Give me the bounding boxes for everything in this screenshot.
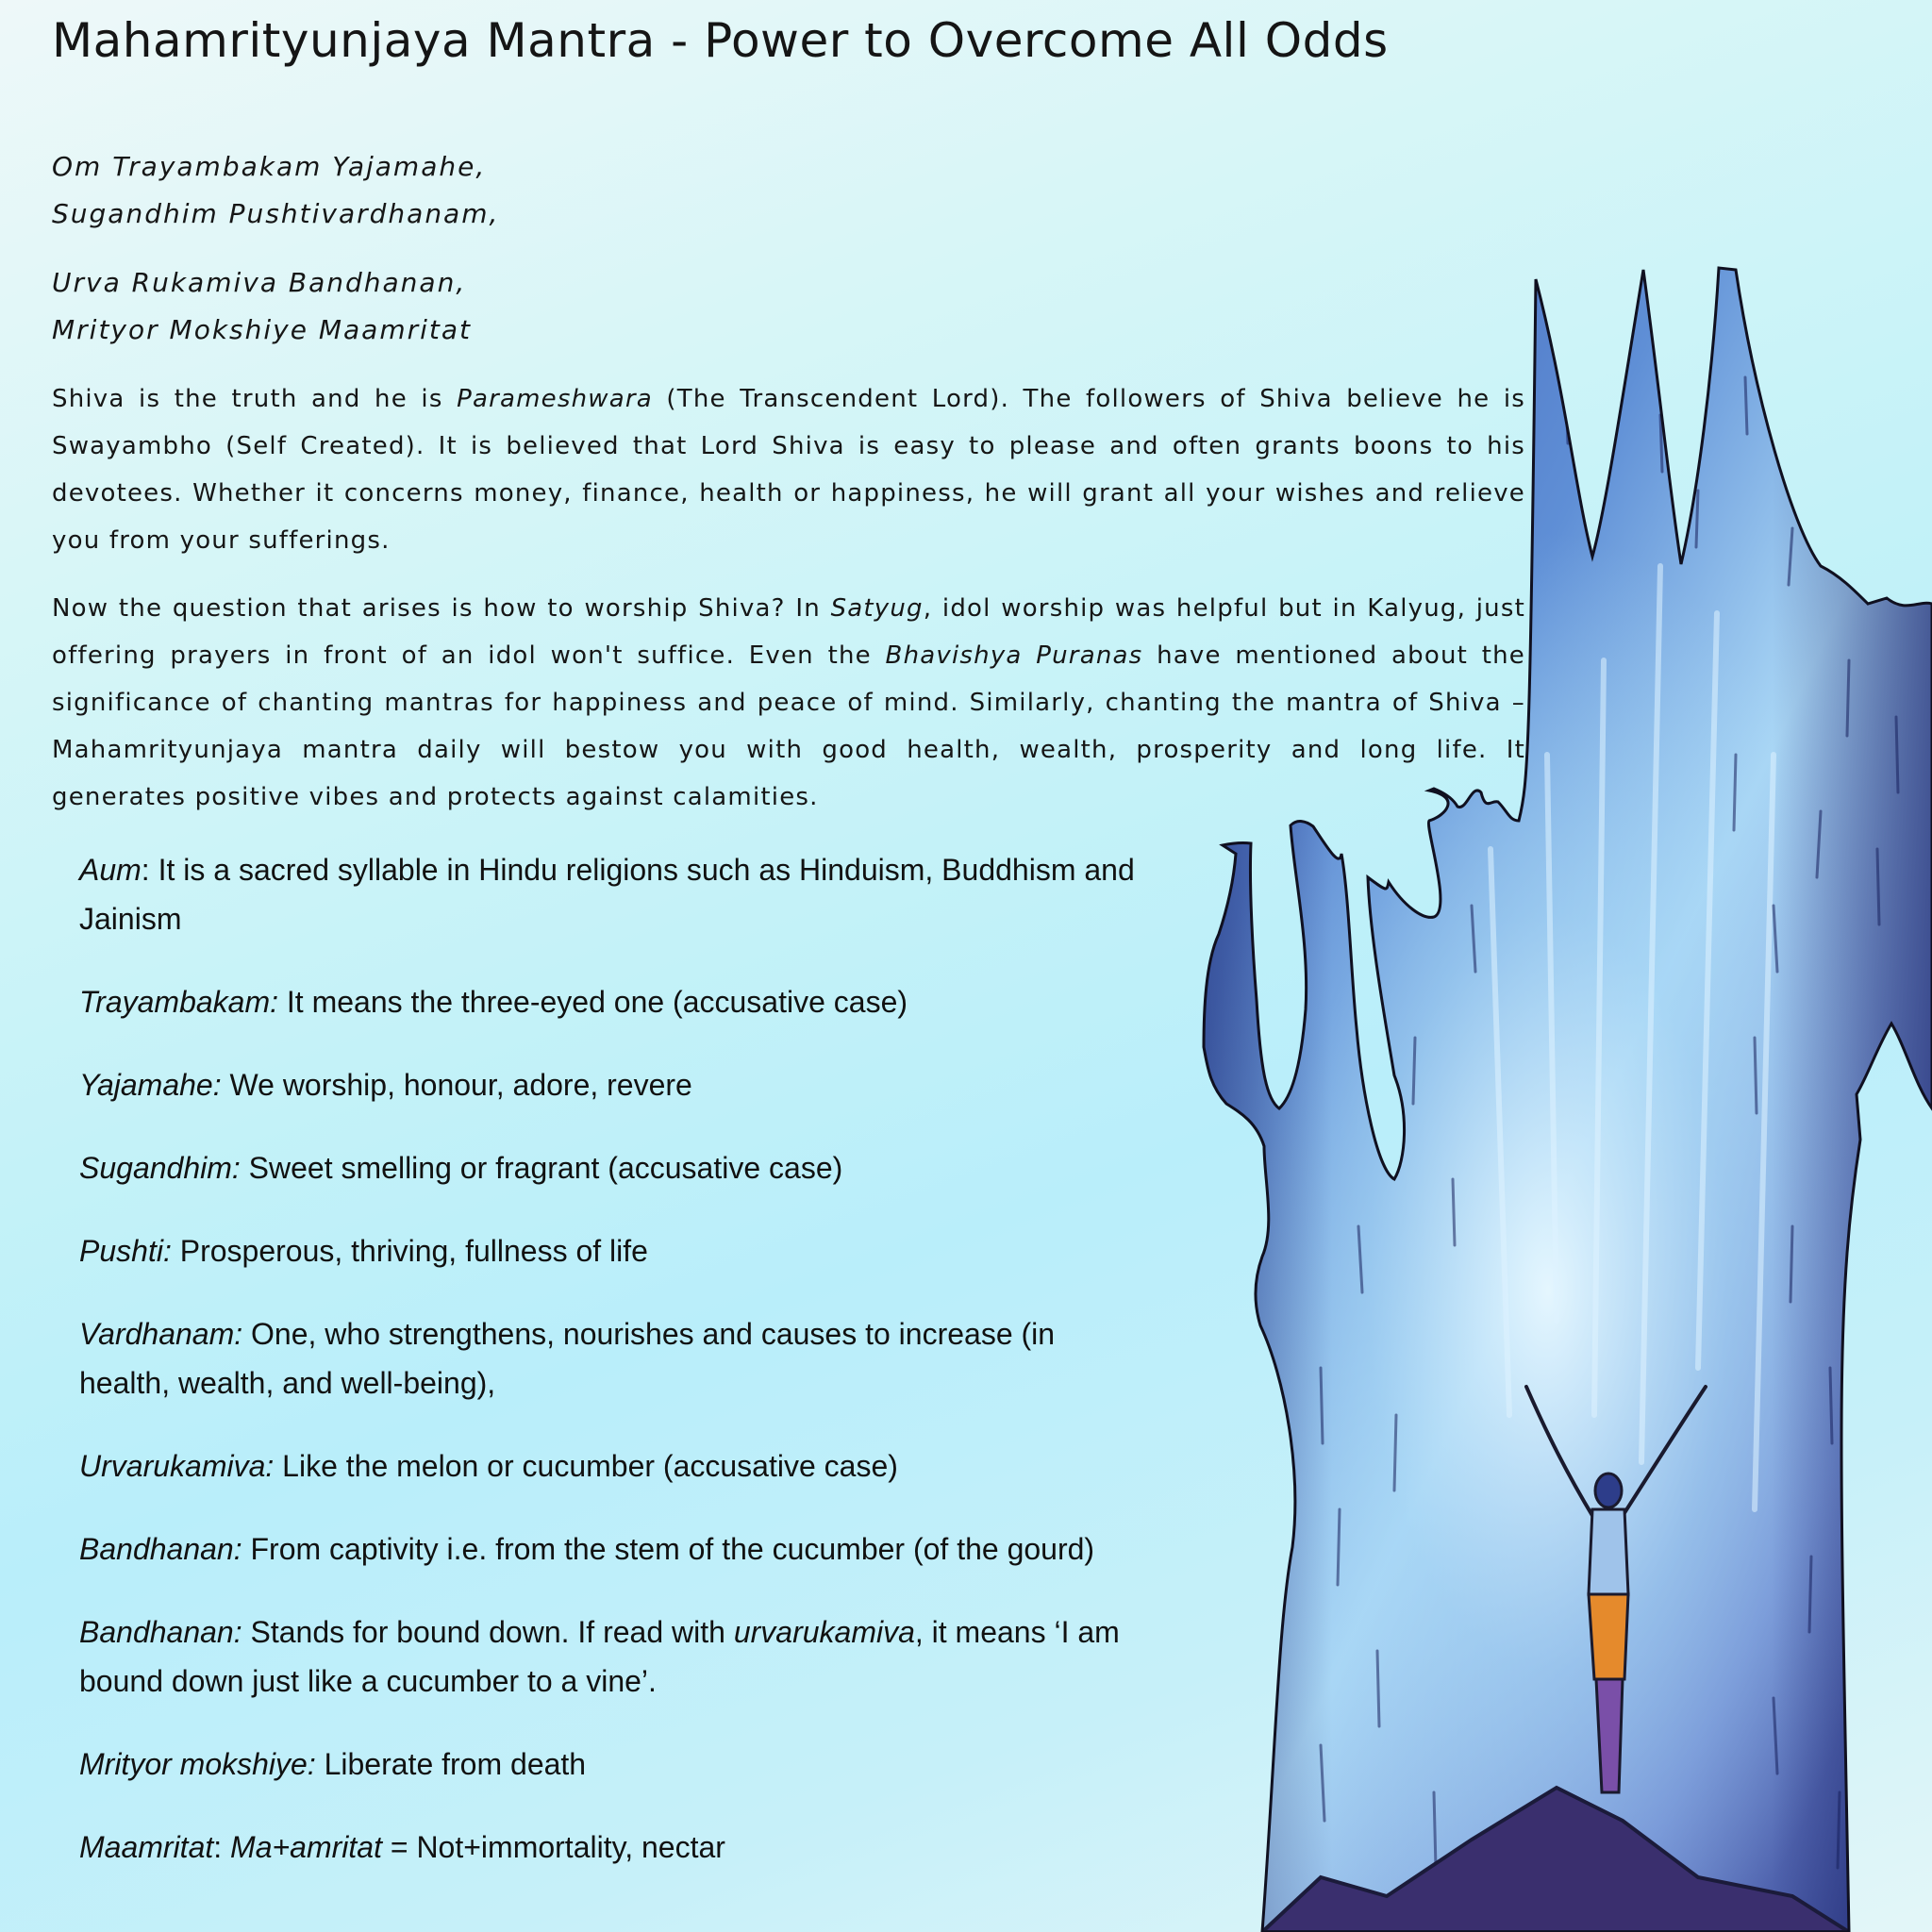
page-title: Mahamrityunjaya Mantra - Power to Overcome All Odds xyxy=(52,13,1389,68)
italic-term: Maamritat xyxy=(79,1830,214,1864)
mantra-line: Sugandhim Pushtivardhanam, xyxy=(52,198,500,229)
glossary-item-trayambakam: Trayambakam: It means the three-eyed one (accusative case) xyxy=(79,985,908,1019)
glossary-item-yajamahe: Yajamahe: We worship, honour, adore, revere xyxy=(79,1068,692,1102)
glossary-item-mrityor-mokshiye: Mrityor mokshiye: Liberate from death xyxy=(79,1747,587,1781)
italic-term: Aum xyxy=(79,853,142,887)
mantra-line: Urva Rukamiva Bandhanan, xyxy=(52,267,467,298)
italic-term: Bandhanan: xyxy=(79,1532,242,1566)
mantra-line: Om Trayambakam Yajamahe, xyxy=(52,151,487,182)
italic-term: urvarukamiva xyxy=(733,1615,915,1649)
glossary-item-urvarukamiva: Urvarukamiva: Like the melon or cucumber (accusative case) xyxy=(79,1449,898,1483)
italic-term: Parameshwara xyxy=(457,385,653,413)
italic-term: Yajamahe: xyxy=(79,1068,222,1102)
glossary-item-vardhanam: Vardhanam: One, who strengthens, nourishes and causes to increase (in health, wealth, and well-being), xyxy=(79,1317,1056,1400)
italic-term: Ma+amritat xyxy=(230,1830,382,1864)
glossary-item-maamritat: Maamritat: Ma+amritat = Not+immortality, nectar xyxy=(79,1830,725,1864)
intro-paragraph-1: Shiva is the truth and he is Parameshwara (The Transcendent Lord). The followers of Shiva believe he is Swayambho (Self Created). It is believed that Lord Shiva is easy to please and often grants boons to his devotees. Whether it concerns money, finance, health or happiness, he will grant all your wishes and relieve you from your sufferings. xyxy=(52,385,1526,555)
mantra-stanza-2 xyxy=(52,259,472,354)
glossary-item-pushti: Pushti: Prosperous, thriving, fullness of life xyxy=(79,1234,648,1268)
glossary-item-sugandhim: Sugandhim: Sweet smelling or fragrant (accusative case) xyxy=(79,1151,843,1185)
italic-term: Vardhanam: xyxy=(79,1317,243,1351)
italic-term: Pushti: xyxy=(79,1234,172,1268)
glossary-item-bandhanan-2: Bandhanan: Stands for bound down. If read with urvarukamiva, it means ‘I am bound down just like a cucumber to a vine’. xyxy=(79,1615,1120,1698)
intro-paragraph-2: Now the question that arises is how to worship Shiva? In Satyug, idol worship was helpful but in Kalyug, just offering prayers in front of an idol won't suffice. Even the Bhavishya Puranas have mentioned about the significance of chanting mantras for happiness and peace of mind. Similarly, chanting the mantra of Shiva – Mahamrityunjaya mantra daily will bestow you with good health, wealth, prosperity and long life. It generates positive vibes and protects against calamities. xyxy=(52,594,1525,811)
italic-term: Mrityor mokshiye: xyxy=(79,1747,316,1781)
italic-term: Bhavishya Puranas xyxy=(885,641,1143,670)
glossary-item-bandhanan-1: Bandhanan: From captivity i.e. from the stem of the cucumber (of the gourd) xyxy=(79,1532,1095,1566)
italic-term: Bandhanan: xyxy=(79,1615,242,1649)
italic-term: Sugandhim: xyxy=(79,1151,241,1185)
mantra-line: Mrityor Mokshiye Maamritat xyxy=(52,314,473,345)
italic-term: Satyug xyxy=(830,594,924,623)
italic-term: Trayambakam: xyxy=(79,985,279,1019)
glossary-item-aum: Aum: It is a sacred syllable in Hindu religions such as Hinduism, Buddhism and Jainism xyxy=(79,853,1135,936)
mantra-glossary xyxy=(79,845,1145,1906)
mantra-stanza-1 xyxy=(52,143,499,238)
italic-term: Urvarukamiva: xyxy=(79,1449,275,1483)
